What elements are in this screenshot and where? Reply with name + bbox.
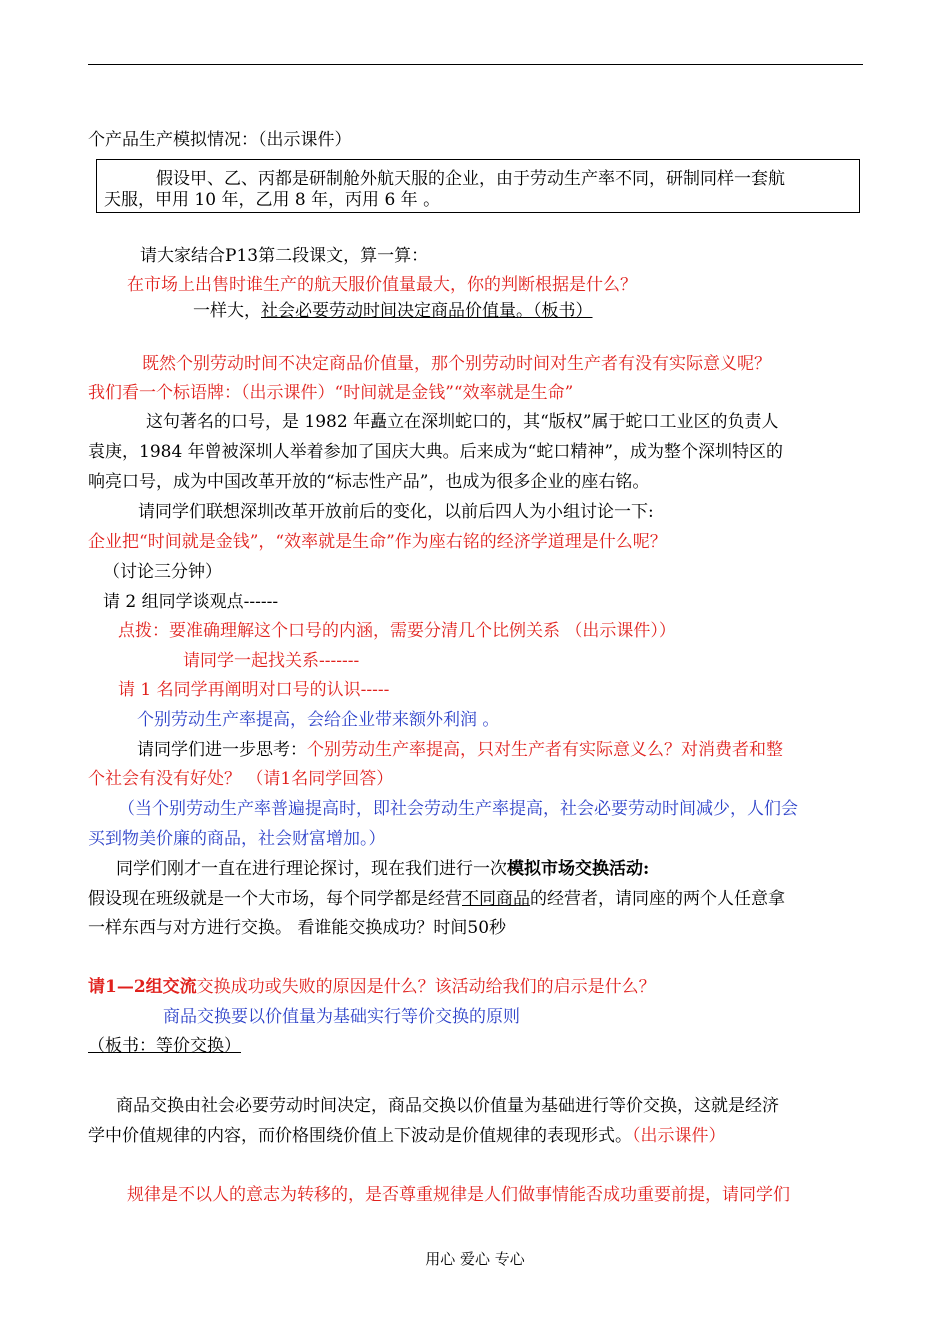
text-segment: 的经营者，请同座的两个人任意拿	[530, 889, 785, 909]
text-line	[137, 738, 783, 762]
text-line: 袁庚，1984 年曾被深圳人举着参加了国庆大典。后来成为“蛇口精神”，成为整个深圳特区的	[88, 442, 784, 462]
question-text: 交换成功或失败的原因是什么？该活动给我们的启示是什么？	[196, 977, 656, 997]
text-line: （讨论三分钟）	[103, 562, 222, 582]
answer-line: 商品交换要以价值量为基础实行等价交换的原则	[163, 1007, 520, 1027]
text-line: 请同学们联想深圳改革开放前后的变化，以前后四人为小组讨论一下:	[138, 502, 654, 522]
prompt-prefix: 请同学们进一步思考：	[137, 740, 307, 760]
scenario-line: 假设甲、乙、丙都是研制舱外航天服的企业，由于劳动生产率不同，研制同样一套航	[156, 169, 785, 189]
question-line: 规律是不以人的意志为转移的，是否尊重规律是人们做事情能否成功重要前提，请同学们	[127, 1185, 790, 1205]
text-segment: 学中价值规律的内容，而价格围绕价值上下波动是价值规律的表现形式。	[88, 1126, 632, 1146]
hint-line: 点拨：要准确理解这个口号的内涵，需要分清几个比例关系 （出示课件））	[118, 621, 676, 641]
text-line	[88, 1124, 726, 1148]
activity-name: 模拟市场交换活动:	[507, 859, 650, 879]
text-segment: 假设现在班级就是一个大市场，每个同学都是经营	[88, 889, 462, 909]
group-prompt: 请1—2组交流	[88, 977, 197, 997]
hint-line: 请同学一起找关系-------	[183, 651, 360, 671]
text-line: 商品交换由社会必要劳动时间决定，商品交换以价值量为基础进行等价交换，这就是经济	[116, 1096, 779, 1116]
blackboard-note: （板书：等价交换）	[88, 1036, 241, 1056]
text-line	[116, 857, 649, 881]
header-rule	[88, 64, 863, 65]
blackboard-note: 社会必要劳动时间决定商品价值量。（板书）	[261, 301, 593, 321]
answer-line: （当个别劳动生产率普遍提高时，即社会劳动生产率提高，社会必要劳动时间减少，人们会	[118, 799, 798, 819]
answer-line: 买到物美价廉的商品，社会财富增加。）	[88, 829, 386, 849]
question-text: 个别劳动生产率提高，只对生产者有实际意义么？对消费者和整	[307, 740, 783, 760]
question-line	[88, 975, 656, 999]
page-footer: 用心 爱心 专心	[425, 1250, 525, 1268]
underlined-term: 不同商品	[462, 889, 530, 909]
text-line: 响亮口号，成为中国改革开放的“标志性产品”，也成为很多企业的座右铭。	[88, 472, 650, 492]
question-line: 在市场上出售时谁生产的航天服价值量最大，你的判断根据是什么？	[127, 275, 637, 295]
activity-intro: 同学们刚才一直在进行理论探讨，现在我们进行一次	[116, 859, 507, 879]
courseware-note: （出示课件）	[632, 1126, 726, 1146]
text-line: 请 2 组同学谈观点------	[103, 592, 279, 612]
text-line: 这句著名的口号，是 1982 年矗立在深圳蛇口的，其“版权”属于蛇口工业区的负责人	[146, 412, 779, 432]
hint-line: 请 1 名同学再阐明对口号的认识-----	[118, 680, 390, 700]
answer-line	[193, 299, 593, 323]
question-line: 企业把“时间就是金钱”，“效率就是生命”作为座右铭的经济学道理是什么呢？	[88, 532, 667, 552]
answer-line: 个别劳动生产率提高，会给企业带来额外利润 。	[137, 710, 500, 730]
text-line	[88, 887, 785, 911]
question-line: 个社会有没有好处？ （请1名同学回答）	[88, 769, 394, 789]
question-line: 既然个别劳动时间不决定商品价值量，那个别劳动时间对生产者有没有实际意义呢？	[142, 354, 771, 374]
question-line: 我们看一个标语牌：（出示课件）“时间就是金钱”“效率就是生命”	[88, 383, 574, 403]
scenario-line: 天服，甲用 10 年，乙用 8 年，丙用 6 年 。	[104, 190, 441, 210]
answer-prefix: 一样大，	[193, 301, 261, 321]
text-line: 个产品生产模拟情况：（出示课件）	[88, 130, 352, 150]
text-line: 一样东西与对方进行交换。 看谁能交换成功？时间50秒	[88, 918, 507, 938]
text-line: 请大家结合P13第二段课文，算一算：	[140, 246, 429, 266]
